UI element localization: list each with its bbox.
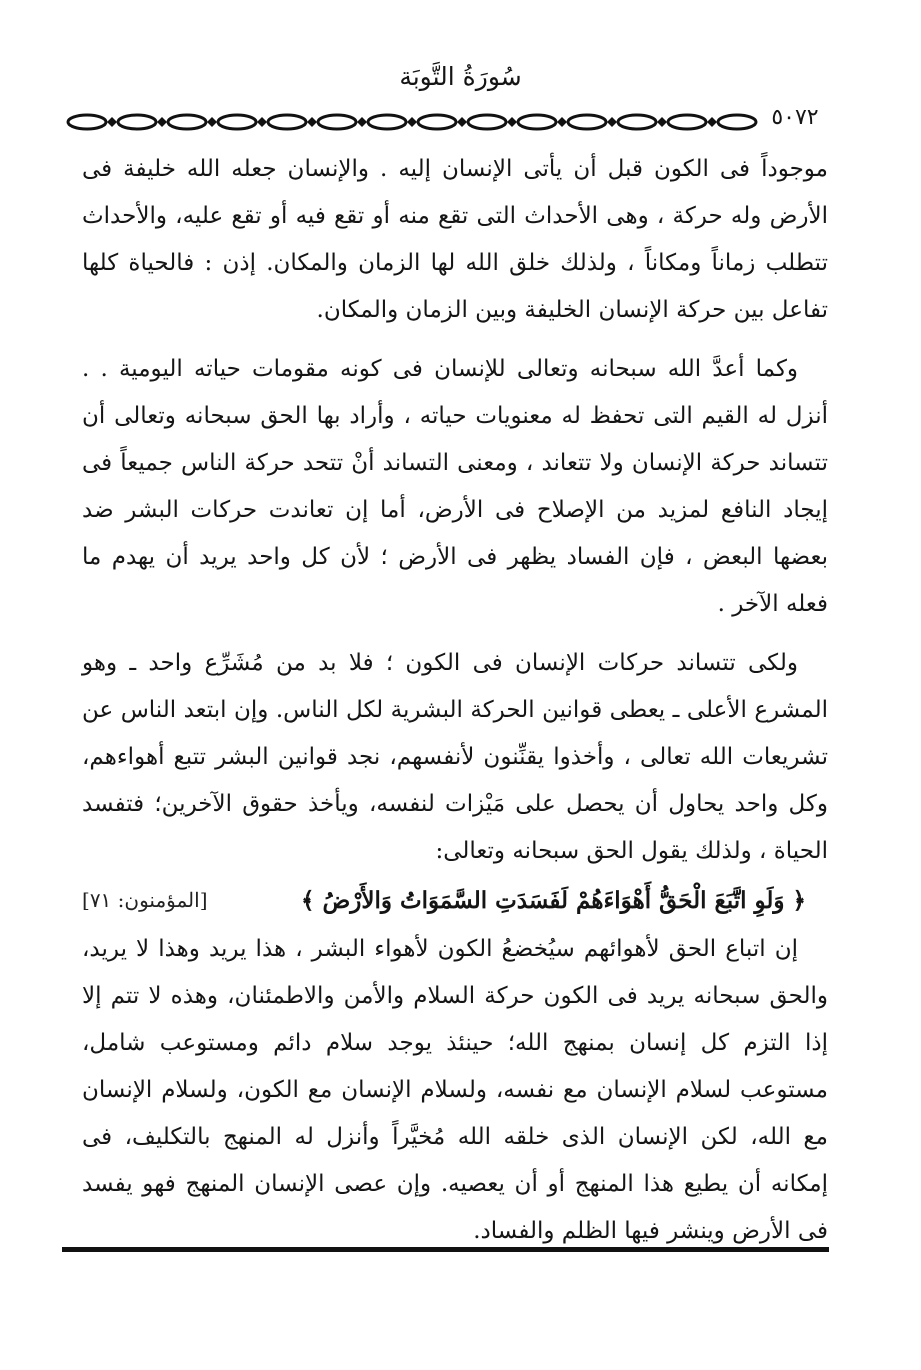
ornament-diamond-icon bbox=[657, 117, 667, 127]
ornament-oval-icon bbox=[468, 115, 506, 129]
verse-text: ﴿ وَلَوِ اتَّبَعَ الْحَقُّ أَهْوَاءَهُمْ لَفَسَدَتِ السَّمَوَاتُ وَالأَرْضُ ﴾ bbox=[300, 887, 806, 914]
ornament-oval-icon bbox=[418, 115, 456, 129]
ornament-oval-icon bbox=[568, 115, 606, 129]
ornament-diamond-icon bbox=[457, 117, 467, 127]
paragraph-2: وكما أعدَّ الله سبحانه وتعالى للإنسان فى كونه مقومات حياته اليومية . . أنزل له القيم التى تحفظ له معنويات حياته ، وأراد بها الحق سبحانه وتعالى أن تتساند حركة الإنسان ولا تتعاند ، ومعنى التساند أنْ تتحد حركة الناس جميعاً فى إيجاد النافع لمزيد من الإصلاح فى الأرض، أما إن تعاندت حركات البشر ضد بعضها البعض ، فإن الفساد يظهر فى الأرض ؛ لأن كل واحد يريد أن يهدم ما فعله الآخر . bbox=[82, 356, 828, 617]
ornament-diamond-icon bbox=[607, 117, 617, 127]
ornament-oval-icon bbox=[518, 115, 556, 129]
ornament-oval-icon bbox=[118, 115, 156, 129]
ornament-diamond-icon bbox=[157, 117, 167, 127]
bottom-rule bbox=[62, 1247, 829, 1252]
ornament-oval-icon bbox=[218, 115, 256, 129]
page-number: ٥٠٧٢ bbox=[760, 105, 830, 130]
page-header bbox=[0, 60, 921, 100]
ornament-diamond-icon bbox=[357, 117, 367, 127]
ornament-diamond-icon bbox=[407, 117, 417, 127]
verse-reference: [المؤمنون: ٧١] bbox=[82, 888, 208, 912]
ornament-diamond-icon bbox=[307, 117, 317, 127]
ornament-diamond-icon bbox=[507, 117, 517, 127]
main-text bbox=[82, 146, 828, 1255]
surah-title: سُورَةُ التَّوبَة bbox=[399, 62, 522, 91]
ornament-oval-icon bbox=[618, 115, 656, 129]
paragraph-4: إن اتباع الحق لأهوائهم سيُخضعُ الكون لأهواء البشر ، هذا يريد وهذا لا يريد، والحق سبحانه يريد فى الكون حركة السلام والأمن والاطمئنان، وهذه لا تتم إلا إذا التزم كل إنسان بمنهج الله؛ حينئذ يوجد سلام دائم ومستوعب شامل، مستوعب لسلام الإنسان مع نفسه، ولسلام الإنسان مع الكون، ولسلام الإنسان مع الله، لكن الإنسان الذى خلقه الله مُخيَّراً وأنزل له المنهج بالتكليف، فى إمكانه أن يطيع هذا المنهج أو أن يعصيه. وإن عصى الإنسان المنهج فهو يفسد فى الأرض وينشر فيها الظلم والفساد. bbox=[82, 936, 828, 1244]
ornament-oval-icon bbox=[318, 115, 356, 129]
ornament-diamond-icon bbox=[107, 117, 117, 127]
ornament-diamond-icon bbox=[557, 117, 567, 127]
ornament-diamond-icon bbox=[207, 117, 217, 127]
ornament-diamond-icon bbox=[257, 117, 267, 127]
ornament-diamond-icon bbox=[707, 117, 717, 127]
ornament-oval-icon bbox=[718, 115, 756, 129]
ornamental-border bbox=[65, 105, 830, 133]
ornament-oval-icon bbox=[68, 115, 106, 129]
paragraph-1: موجوداً فى الكون قبل أن يأتى الإنسان إليه . والإنسان جعله الله خليفة فى الأرض وله حركة ، وهى الأحداث التى تقع منه أو تقع فيه أو تقع عليه، والأحداث تتطلب زماناً ومكاناً ، ولذلك خلق الله لها الزمان والمكان. إذن : فالحياة كلها تفاعل بين حركة الإنسان الخليفة وبين الزمان والمكان. bbox=[82, 156, 828, 323]
ornament-oval-icon bbox=[268, 115, 306, 129]
quran-verse bbox=[82, 877, 828, 924]
ornament-oval-icon bbox=[168, 115, 206, 129]
ornament-oval-icon bbox=[368, 115, 406, 129]
paragraph-3: ولكى تتساند حركات الإنسان فى الكون ؛ فلا بد من مُشَرِّع واحد ـ وهو المشرع الأعلى ـ يعطى قوانين الحركة البشرية لكل الناس. وإن ابتعد الناس عن تشريعات الله تعالى ، وأخذوا يقنِّنون لأنفسهم، نجد قوانين البشر تتبع أهواءهم، وكل واحد يحاول أن يحصل على مَيْزات لنفسه، ويأخذ حقوق الآخرين؛ فتفسد الحياة ، ولذلك يقول الحق سبحانه وتعالى: bbox=[82, 650, 828, 864]
ornament-oval-icon bbox=[668, 115, 706, 129]
ornament-chain-icon bbox=[65, 111, 765, 133]
